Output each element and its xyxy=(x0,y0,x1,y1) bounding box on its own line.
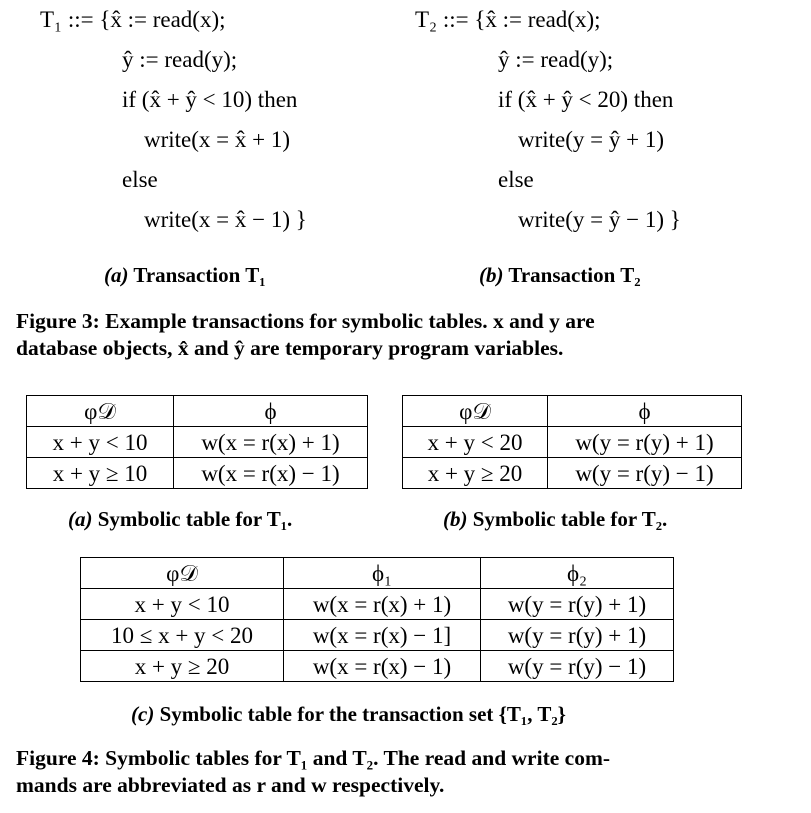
figure3-line-2: database objects, x̂ and ŷ are temporary program variables. xyxy=(16,336,564,360)
table-cell: 10 ≤ x + y < 20 xyxy=(81,620,284,651)
table-b-caption xyxy=(443,507,667,532)
table-header-row xyxy=(81,558,674,589)
t2-line-3: if (x̂ + ŷ < 20) then xyxy=(498,87,674,112)
t1-line-1: T₁ ::= {x̂ := read(x); xyxy=(40,7,226,32)
table-header: φ𝒟 xyxy=(403,396,548,427)
table-row xyxy=(81,651,674,682)
table-b-caption-text: Symbolic table for T₂. xyxy=(472,507,668,531)
table-header-row xyxy=(403,396,742,427)
symbolic-table-t1 xyxy=(26,395,368,489)
table-cell: x + y < 20 xyxy=(403,427,548,458)
table-header: ϕ₁ xyxy=(284,558,481,589)
table-row xyxy=(81,620,674,651)
table-cell: w(x = r(x) − 1) xyxy=(174,458,368,489)
table-header: ϕ xyxy=(548,396,742,427)
t1-line-2: ŷ := read(y); xyxy=(122,47,238,72)
table-row xyxy=(403,458,742,489)
table-c-caption xyxy=(131,702,566,727)
table-cell: w(x = r(x) + 1) xyxy=(284,589,481,620)
table-header-row xyxy=(27,396,368,427)
table-header: φ𝒟 xyxy=(81,558,284,589)
table-row xyxy=(403,427,742,458)
table-cell: w(y = r(y) − 1) xyxy=(481,651,674,682)
t1-caption-label: (a) xyxy=(104,263,129,287)
table-cell: w(y = r(y) + 1) xyxy=(481,620,674,651)
table-cell: x + y < 10 xyxy=(81,589,284,620)
table-a-caption-text: Symbolic table for T₁. xyxy=(97,507,293,531)
symbolic-table-t2 xyxy=(402,395,742,489)
table-row xyxy=(27,427,368,458)
t1-line-6: write(x = x̂ − 1) } xyxy=(144,207,307,232)
t1-line-5: else xyxy=(122,167,158,192)
t1-line-4: write(x = x̂ + 1) xyxy=(144,127,291,152)
t2-line-4: write(y = ŷ + 1) xyxy=(518,127,665,152)
t2-caption xyxy=(479,263,641,288)
table-cell: x + y ≥ 20 xyxy=(403,458,548,489)
table-c-caption-text: Symbolic table for the transaction set {T₁, T₂} xyxy=(159,702,566,726)
table-cell: x + y < 10 xyxy=(27,427,174,458)
table-cell: x + y ≥ 20 xyxy=(81,651,284,682)
t2-line-1: T₂ ::= {x̂ := read(x); xyxy=(415,7,601,32)
table-cell: w(x = r(x) − 1] xyxy=(284,620,481,651)
t2-caption-label: (b) xyxy=(479,263,504,287)
table-header: ϕ xyxy=(174,396,368,427)
table-c-caption-label: (c) xyxy=(131,702,155,726)
t2-line-2: ŷ := read(y); xyxy=(498,47,614,72)
figure3-line-1: Figure 3: Example transactions for symbolic tables. x and y are xyxy=(16,309,595,333)
figure4-line-2: mands are abbreviated as r and w respectively. xyxy=(16,773,445,797)
table-cell: x + y ≥ 10 xyxy=(27,458,174,489)
table-b-caption-label: (b) xyxy=(443,507,468,531)
t1-caption-text: Transaction T₁ xyxy=(133,263,266,287)
t2-line-6: write(y = ŷ − 1) } xyxy=(518,207,681,232)
t1-caption xyxy=(104,263,266,288)
table-cell: w(y = r(y) − 1) xyxy=(548,458,742,489)
table-header: ϕ₂ xyxy=(481,558,674,589)
table-row xyxy=(81,589,674,620)
t2-caption-text: Transaction T₂ xyxy=(508,263,641,287)
t2-line-5: else xyxy=(498,167,534,192)
table-row xyxy=(27,458,368,489)
t1-line-3: if (x̂ + ŷ < 10) then xyxy=(122,87,298,112)
table-cell: w(y = r(y) + 1) xyxy=(481,589,674,620)
table-cell: w(x = r(x) − 1) xyxy=(284,651,481,682)
table-a-caption xyxy=(68,507,292,532)
table-a-caption-label: (a) xyxy=(68,507,93,531)
table-header: φ𝒟 xyxy=(27,396,174,427)
table-cell: w(y = r(y) + 1) xyxy=(548,427,742,458)
figure4-line-1: Figure 4: Symbolic tables for T₁ and T₂. The read and write com- xyxy=(16,746,611,770)
table-cell: w(x = r(x) + 1) xyxy=(174,427,368,458)
symbolic-table-transaction-set xyxy=(80,557,674,682)
